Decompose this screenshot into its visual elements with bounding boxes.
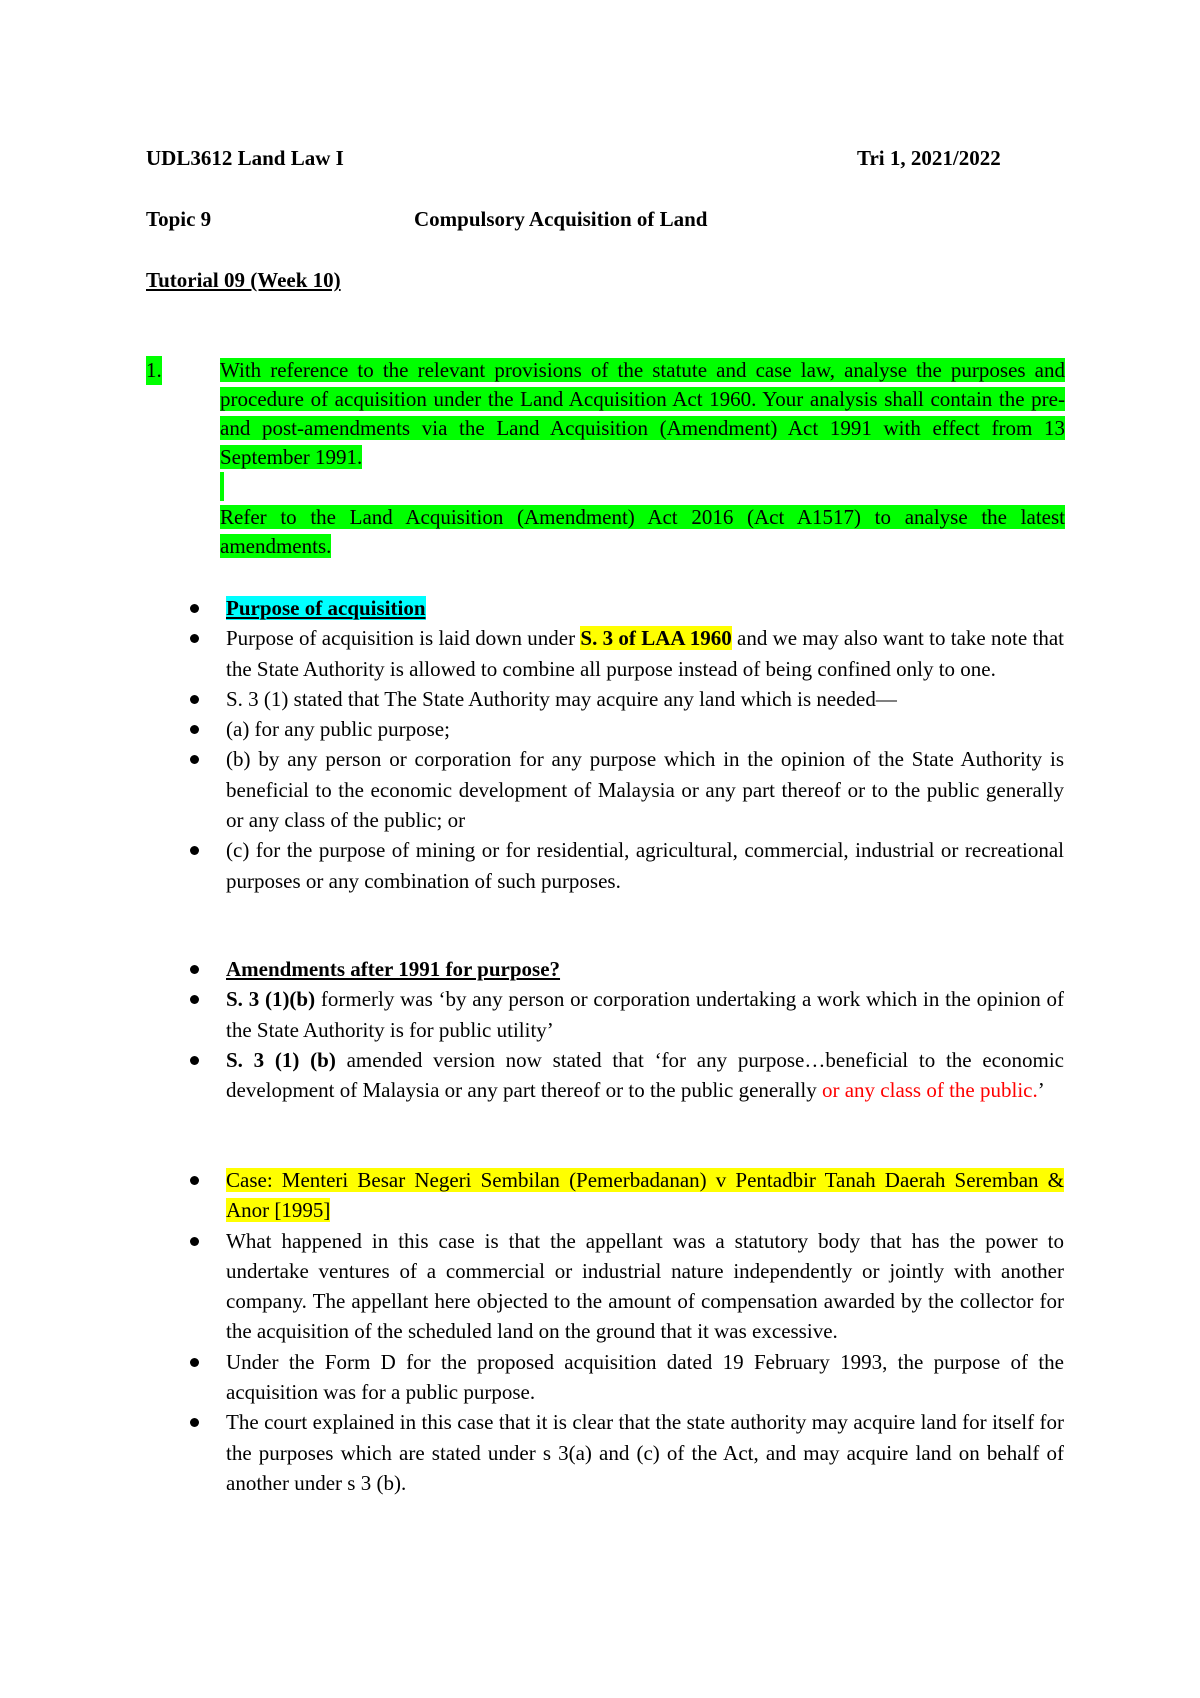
- bullet-icon: [190, 1418, 199, 1427]
- question-paragraph-2: Refer to the Land Acquisition (Amendment) Act 2016 (Act A1517) to analyse the latest amendments.: [220, 505, 1065, 558]
- list-item: [190, 593, 1064, 623]
- list-item: Under the Form D for the proposed acquisition dated 19 February 1993, the purpose of the acquisition was for a public purpose.: [190, 1347, 1064, 1408]
- bullet-icon: [190, 1176, 199, 1185]
- bullet-icon: [190, 634, 199, 643]
- purpose-list: [190, 593, 1064, 896]
- bullet-icon: [190, 995, 199, 1004]
- bullet-icon: [190, 965, 199, 974]
- list-item: Purpose of acquisition is laid down under S. 3 of LAA 1960 and we may also want to take note that the State Authority is allowed to combine all purpose instead of being confined only to one.: [190, 623, 1064, 684]
- case-citation: Case: Menteri Besar Negeri Sembilan (Pemerbadanan) v Pentadbir Tanah Daerah Seremban & Anor [1995]: [226, 1168, 1064, 1223]
- bullet-icon: [190, 695, 199, 704]
- list-item: The court explained in this case that it is clear that the state authority may acquire land for itself for the purposes which are stated under s 3(a) and (c) of the Act, and may acquire land on behalf of another under s 3 (b).: [190, 1407, 1064, 1498]
- bullet-icon: [190, 1358, 199, 1367]
- bullet-icon: [190, 1056, 199, 1065]
- course-title: UDL3612 Land Law I: [146, 146, 344, 170]
- amendments-list: [190, 954, 1064, 1105]
- bullet-icon: [190, 725, 199, 734]
- topic-title: Compulsory Acquisition of Land: [414, 207, 708, 231]
- list-item: S. 3 (1) stated that The State Authority may acquire any land which is needed—: [190, 684, 1064, 714]
- case-list: [190, 1165, 1064, 1498]
- bullet-icon: [190, 604, 199, 613]
- list-item: What happened in this case is that the appellant was a statutory body that has the power to undertake ventures of a commercial or industrial nature independently or jointly with another company. The appellant here objected to the amount of compensation awarded by the collector for the acquisition of the scheduled land on the ground that it was excessive.: [190, 1226, 1064, 1347]
- blank-highlight-line: [220, 472, 224, 501]
- list-item: (a) for any public purpose;: [190, 714, 1064, 744]
- bullet-icon: [190, 755, 199, 764]
- term: Tri 1, 2021/2022: [857, 146, 1001, 170]
- list-item: (b) by any person or corporation for any purpose which in the opinion of the State Authority is beneficial to the economic development of Malaysia or any part thereof or to the public generally or any class of the public; or: [190, 744, 1064, 835]
- question-paragraph-1: With reference to the relevant provisions of the statute and case law, analyse the purposes and procedure of acquisition under the Land Acquisition Act 1960. Your analysis shall contain the pre- and post-amendments via the Land Acquisition (Amendment) Act 1991 with effect from 13 September 1991.: [220, 358, 1065, 469]
- bullet-icon: [190, 846, 199, 855]
- question-number: 1.: [146, 356, 162, 385]
- section-heading-purpose: Purpose of acquisition: [226, 596, 426, 620]
- statute-reference: S. 3 of LAA 1960: [580, 626, 732, 651]
- section-heading-amendments: Amendments after 1991 for purpose?: [226, 957, 561, 981]
- topic-label: Topic 9: [146, 207, 212, 231]
- tutorial-heading: Tutorial 09 (Week 10): [146, 268, 341, 292]
- list-item: (c) for the purpose of mining or for residential, agricultural, commercial, industrial or recreational purposes or any combination of such purposes.: [190, 835, 1064, 896]
- list-item: [190, 954, 1064, 984]
- red-emphasis: or any class of the public.: [821, 1078, 1038, 1103]
- list-item: S. 3 (1)(b) formerly was ‘by any person or corporation undertaking a work which in the opinion of the State Authority is for public utility’: [190, 984, 1064, 1045]
- list-item: S. 3 (1) (b) amended version now stated that ‘for any purpose…beneficial to the economic development of Malaysia or any part thereof or to the public generally or any class of the public.’: [190, 1045, 1064, 1106]
- bullet-icon: [190, 1237, 199, 1246]
- list-item: [190, 1165, 1064, 1226]
